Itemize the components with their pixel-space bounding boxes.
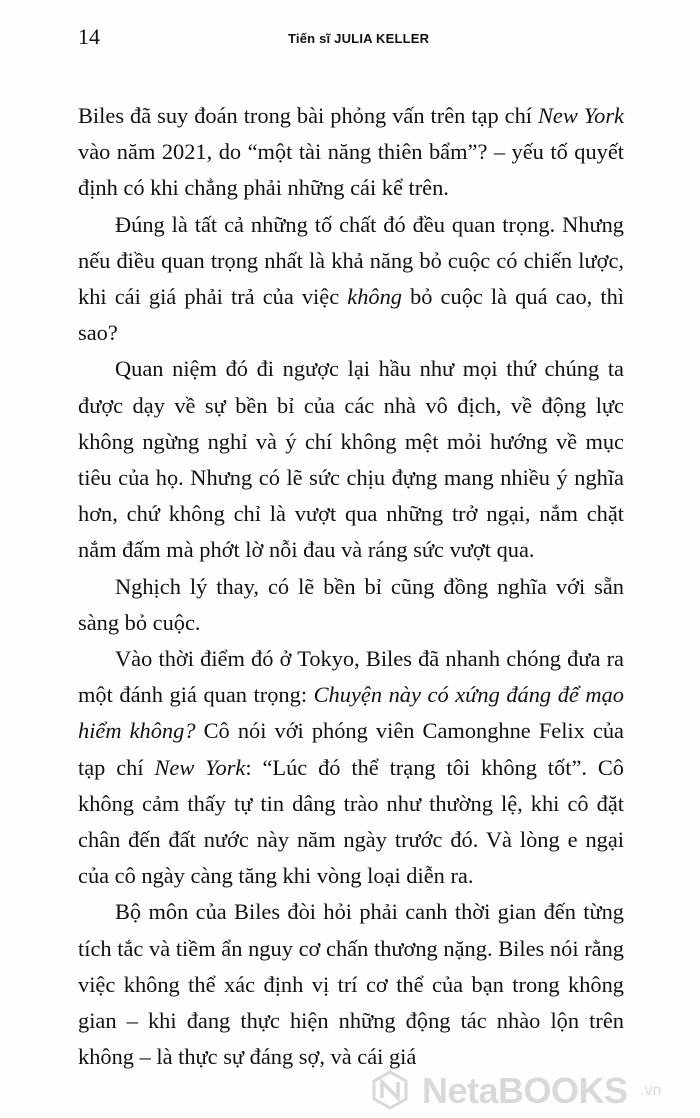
text-run: Vào thời điểm đó ở Tokyo, Biles đã nhanh chóng đưa ra một đánh giá quan trọng: [78,646,624,708]
text-run: Bộ môn của Biles đòi hỏi phải canh thời gian đến từng tích tắc và tiềm ẩn nguy cơ chấn thương nặng. Biles nói rằng việc không thể xác định vị trí cơ thể của bạn trong không gian – khi đang thực hiện những động tác nhào lộn trên không – là thực sự đáng sợ, và cái giá [78,899,624,1070]
watermark-text: NetaBOOKS [422,1070,628,1111]
paragraph [78,207,624,352]
paragraph [78,641,624,894]
text-run: vào năm 2021, do “một tài năng thiên bẩm”? – yếu tố quyết định có khi chẳng phải những cái kể trên. [78,139,624,201]
paragraph [78,569,624,641]
running-head: Tiến sĩ JULIA KELLER [288,31,430,46]
watermark [370,1068,690,1112]
text-run: Biles đã suy đoán trong bài phỏng vấn trên tạp chí [78,103,538,128]
paragraph [78,98,624,207]
paragraph [78,894,624,1075]
italic-text: Chuyện này có xứng đáng để mạo hiểm không? [78,682,624,744]
italic-text: New York [537,103,624,128]
text-run: Quan niệm đó đi ngược lại hầu như mọi thứ chúng ta được dạy về sự bền bỉ của các nhà vô địch, về động lực không ngừng nghỉ và ý chí không mệt mỏi hướng về mục tiêu của họ. Nhưng có lẽ sức chịu đựng mang nhiều ý nghĩa hơn, chứ không chỉ là vượt qua những trở ngại, nắm chặt nắm đấm mà phớt lờ nỗi đau và ráng sức vượt qua. [78,356,624,563]
page-header [78,24,628,54]
text-run: Đúng là tất cả những tố chất đó đều quan trọng. Nhưng nếu điều quan trọng nhất là khả năng bỏ cuộc có chiến lược, khi cái giá phải trả của việc [78,211,624,310]
body-text [78,98,624,1075]
italic-text: New York [154,754,246,780]
text-run: : “Lúc đó thể trạng tôi không tốt”. Cô không cảm thấy tự tin dâng trào như thường lệ, khi cô đặt chân đến đất nước này năm ngày trước đó. Và lòng e ngại của cô ngày càng tăng khi vòng loại diễn ra. [78,754,624,889]
netabooks-logo-icon [370,1070,410,1110]
paragraph [78,351,624,568]
page-number: 14 [78,24,100,49]
italic-text: không [347,284,402,310]
watermark-suffix: .vn [640,1082,662,1099]
text-run: Nghịch lý thay, có lẽ bền bỉ cũng đồng nghĩa với sẵn sàng bỏ cuộc. [78,573,624,635]
text-run: Cô nói với phóng viên Camonghne Felix của tạp chí [78,718,624,780]
text-run: bỏ cuộc là quá cao, thì sao? [78,284,624,346]
